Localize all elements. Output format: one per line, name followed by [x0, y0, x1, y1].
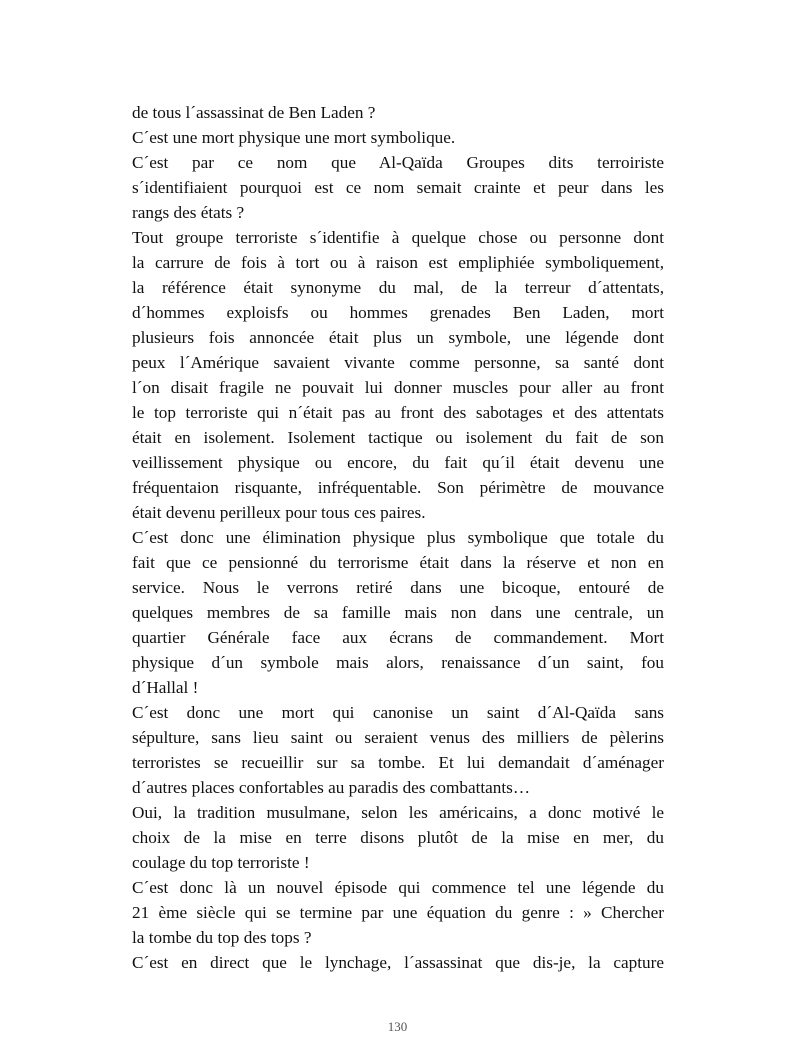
- text-line: était en isolement. Isolement tactique ou isolement du fait de son: [132, 428, 664, 447]
- text-line: plusieurs fois annoncée était plus un symbole, une légende dont: [132, 328, 664, 347]
- text-line: terroristes se recueillir sur sa tombe. Et lui demandait d´aménager: [132, 753, 664, 772]
- text-line: Oui, la tradition musulmane, selon les américains, a donc motivé le: [132, 803, 664, 822]
- text-line: l´on disait fragile ne pouvait lui donner muscles pour aller au front: [132, 378, 664, 397]
- text-line: physique d´un symbole mais alors, renaissance d´un saint, fou: [132, 653, 664, 672]
- text-line: d´hommes exploisfs ou hommes grenades Ben Laden, mort: [132, 303, 664, 322]
- text-line: rangs des états ?: [132, 203, 245, 222]
- text-line: la carrure de fois à tort ou à raison est empliphiée symboliquement,: [132, 253, 664, 272]
- text-line: d´autres places confortables au paradis des combattants…: [132, 778, 531, 797]
- text-line: la référence était synonyme du mal, de la terreur d´attentats,: [132, 278, 664, 297]
- text-line: quelques membres de sa famille mais non dans une centrale, un: [132, 603, 664, 622]
- text-line: C´est donc une élimination physique plus symbolique que totale du: [132, 528, 664, 547]
- text-line: sépulture, sans lieu saint ou seraient venus des milliers de pèlerins: [132, 728, 664, 747]
- text-line: service. Nous le verrons retiré dans une bicoque, entouré de: [132, 578, 664, 597]
- text-line: coulage du top terroriste !: [132, 853, 310, 872]
- text-line: C´est en direct que le lynchage, l´assassinat que dis-je, la capture: [132, 953, 664, 972]
- text-line: la tombe du top des tops ?: [132, 928, 312, 947]
- text-line: fréquentaion risquante, infréquentable. Son périmètre de mouvance: [132, 478, 664, 497]
- text-line: peux l´Amérique savaient vivante comme personne, sa santé dont: [132, 353, 664, 372]
- text-line: C´est donc là un nouvel épisode qui commence tel une légende du: [132, 878, 664, 897]
- text-line: 21 ème siècle qui se termine par une équation du genre : » Chercher: [132, 903, 664, 922]
- text-line: s´identifiaient pourquoi est ce nom semait crainte et peur dans les: [132, 178, 664, 197]
- text-line: était devenu perilleux pour tous ces paires.: [132, 503, 426, 522]
- text-line: veillissement physique ou encore, du fait qu´il était devenu une: [132, 453, 664, 472]
- body-text: [132, 100, 664, 975]
- text-line: C´est donc une mort qui canonise un saint d´Al-Qaïda sans: [132, 703, 664, 722]
- text-line: fait que ce pensionné du terrorisme était dans la réserve et non en: [132, 553, 664, 572]
- text-line: quartier Générale face aux écrans de commandement. Mort: [132, 628, 664, 647]
- text-line: C´est par ce nom que Al-Qaïda Groupes dits terroiriste: [132, 153, 664, 172]
- text-line: choix de la mise en terre disons plutôt de la mise en mer, du: [132, 828, 664, 847]
- text-line: d´Hallal !: [132, 678, 199, 697]
- text-line: le top terroriste qui n´était pas au front des sabotages et des attentats: [132, 403, 664, 422]
- page-number: 130: [387, 1019, 408, 1034]
- text-line: de tous l´assassinat de Ben Laden ?: [132, 103, 376, 122]
- text-line: C´est une mort physique une mort symbolique.: [132, 128, 456, 147]
- text-line: Tout groupe terroriste s´identifie à quelque chose ou personne dont: [132, 228, 664, 247]
